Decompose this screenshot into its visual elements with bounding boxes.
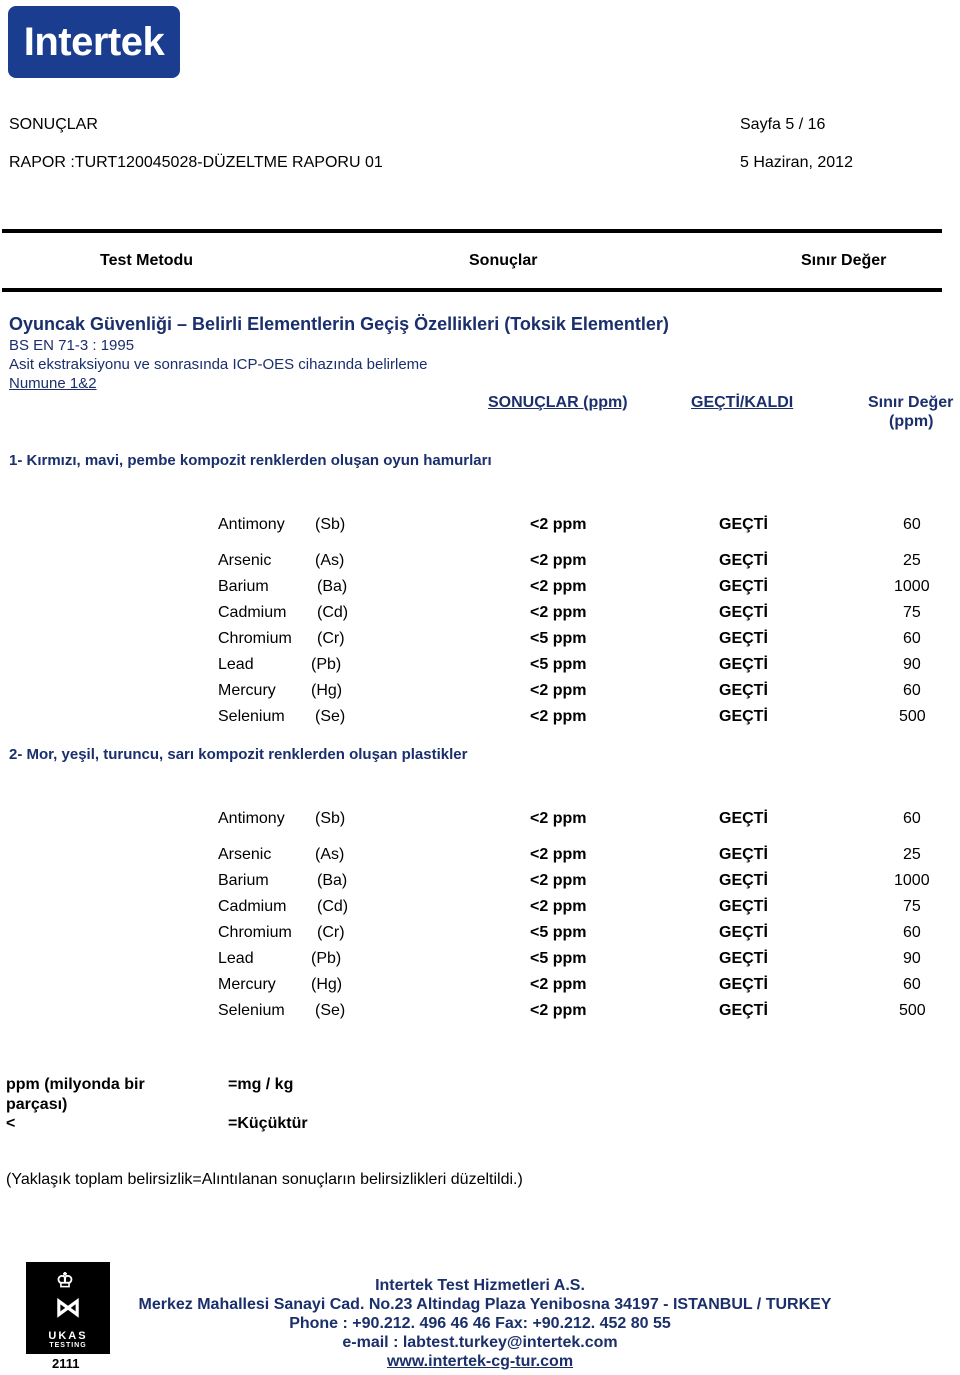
element-name: Mercury bbox=[218, 682, 276, 699]
element-symbol: (Cd) bbox=[317, 604, 349, 621]
ukas-sub: TESTING bbox=[49, 1342, 87, 1349]
column-limit: Sınır Değer bbox=[801, 252, 887, 269]
status-value: GEÇTİ bbox=[719, 846, 768, 863]
section-title: 1- Kırmızı, mavi, pembe kompozit renklerden oluşan oyun hamurları bbox=[9, 452, 492, 469]
limit-value: 90 bbox=[903, 950, 921, 967]
page-number: Sayfa 5 / 16 bbox=[740, 116, 826, 133]
limit-value: 60 bbox=[903, 810, 921, 827]
legend-ppm-term: ppm (milyonda bir bbox=[6, 1076, 145, 1093]
element-symbol: (Sb) bbox=[315, 810, 346, 827]
result-value: <5 ppm bbox=[530, 924, 587, 941]
element-name: Cadmium bbox=[218, 604, 287, 621]
header-title: SONUÇLAR bbox=[9, 116, 98, 133]
element-name: Antimony bbox=[218, 516, 285, 533]
footer-address: Merkez Mahallesi Sanayi Cad. No.23 Altindag Plaza Yenibosna 34197 - ISTANBUL / TURKEY bbox=[138, 1296, 832, 1313]
element-symbol: (Cd) bbox=[317, 898, 349, 915]
element-name: Lead bbox=[218, 950, 254, 967]
limit-value: 1000 bbox=[894, 872, 930, 889]
test-standard: BS EN 71-3 : 1995 bbox=[9, 337, 135, 354]
result-value: <2 ppm bbox=[530, 516, 587, 533]
result-value: <5 ppm bbox=[530, 630, 587, 647]
footer-company: Intertek Test Hizmetleri A.S. bbox=[375, 1277, 585, 1294]
section-title: 2- Mor, yeşil, turuncu, sarı kompozit renklerden oluşan plastikler bbox=[9, 746, 468, 763]
limit-header: Sınır Değer bbox=[868, 394, 954, 411]
test-title: Oyuncak Güvenliği – Belirli Elementlerin Geçiş Özellikleri (Toksik Elementler) bbox=[9, 314, 669, 334]
limit-value: 90 bbox=[903, 656, 921, 673]
element-name: Mercury bbox=[218, 976, 276, 993]
limit-value: 75 bbox=[903, 898, 921, 915]
element-symbol: (As) bbox=[315, 552, 345, 569]
status-value: GEÇTİ bbox=[719, 976, 768, 993]
sample-label: Numune 1&2 bbox=[9, 375, 97, 392]
element-name: Chromium bbox=[218, 630, 292, 647]
element-symbol: (Se) bbox=[315, 1002, 346, 1019]
status-value: GEÇTİ bbox=[719, 578, 768, 595]
footer-phone: Phone : +90.212. 496 46 46 Fax: +90.212. 452 80 55 bbox=[289, 1315, 671, 1332]
limit-value: 75 bbox=[903, 604, 921, 621]
element-name: Barium bbox=[218, 872, 269, 889]
result-value: <5 ppm bbox=[530, 656, 587, 673]
element-symbol: (Ba) bbox=[317, 578, 348, 595]
result-value: <2 ppm bbox=[530, 1002, 587, 1019]
results-header: SONUÇLAR (ppm) bbox=[488, 394, 628, 411]
limit-value: 500 bbox=[899, 708, 926, 725]
element-name: Selenium bbox=[218, 708, 285, 725]
limit-value: 60 bbox=[903, 924, 921, 941]
uncertainty-note: (Yaklaşık toplam belirsizlik=Alıntılanan sonuçların belirsizlikleri düzeltildi.) bbox=[6, 1171, 523, 1188]
limit-value: 500 bbox=[899, 1002, 926, 1019]
limit-value: 25 bbox=[903, 846, 921, 863]
result-value: <2 ppm bbox=[530, 604, 587, 621]
limit-value: 60 bbox=[903, 976, 921, 993]
result-value: <2 ppm bbox=[530, 578, 587, 595]
limit-header-unit: (ppm) bbox=[889, 413, 934, 430]
result-value: <2 ppm bbox=[530, 872, 587, 889]
status-value: GEÇTİ bbox=[719, 898, 768, 915]
status-value: GEÇTİ bbox=[719, 950, 768, 967]
ukas-number: 2111 bbox=[52, 1356, 80, 1371]
status-value: GEÇTİ bbox=[719, 552, 768, 569]
element-symbol: (Hg) bbox=[311, 682, 343, 699]
status-value: GEÇTİ bbox=[719, 604, 768, 621]
limit-value: 25 bbox=[903, 552, 921, 569]
status-value: GEÇTİ bbox=[719, 682, 768, 699]
result-value: <5 ppm bbox=[530, 950, 587, 967]
element-name: Lead bbox=[218, 656, 254, 673]
element-symbol: (Pb) bbox=[311, 950, 342, 967]
crown-icon: ♔ bbox=[56, 1270, 74, 1292]
footer-website-link[interactable]: www.intertek-cg-tur.com bbox=[386, 1353, 574, 1370]
status-value: GEÇTİ bbox=[719, 630, 768, 647]
limit-value: 1000 bbox=[894, 578, 930, 595]
limit-value: 60 bbox=[903, 630, 921, 647]
legend-lt-term: < bbox=[6, 1115, 16, 1132]
element-name: Arsenic bbox=[218, 552, 272, 569]
result-value: <2 ppm bbox=[530, 708, 587, 725]
report-number: RAPOR :TURT120045028-DÜZELTME RAPORU 01 bbox=[9, 154, 383, 171]
limit-value: 60 bbox=[903, 516, 921, 533]
legend-ppm-def: =mg / kg bbox=[228, 1076, 294, 1093]
report-date: 5 Haziran, 2012 bbox=[740, 154, 853, 171]
element-symbol: (Ba) bbox=[317, 872, 348, 889]
status-value: GEÇTİ bbox=[719, 656, 768, 673]
passfail-header: GEÇTİ/KALDI bbox=[691, 394, 794, 411]
status-value: GEÇTİ bbox=[719, 708, 768, 725]
element-name: Chromium bbox=[218, 924, 292, 941]
element-symbol: (Pb) bbox=[311, 656, 342, 673]
limit-value: 60 bbox=[903, 682, 921, 699]
legend-lt-def: =Küçüktür bbox=[228, 1115, 308, 1132]
test-method: Asit ekstraksiyonu ve sonrasında ICP-OES cihazında belirleme bbox=[9, 356, 428, 373]
column-method: Test Metodu bbox=[100, 252, 194, 269]
divider-columns bbox=[2, 288, 942, 292]
element-name: Barium bbox=[218, 578, 269, 595]
result-value: <2 ppm bbox=[530, 976, 587, 993]
ukas-label: UKAS bbox=[48, 1330, 88, 1342]
element-symbol: (Cr) bbox=[317, 924, 345, 941]
result-value: <2 ppm bbox=[530, 810, 587, 827]
element-symbol: (As) bbox=[315, 846, 345, 863]
result-value: <2 ppm bbox=[530, 552, 587, 569]
intertek-logo: Intertek bbox=[8, 6, 180, 78]
element-name: Antimony bbox=[218, 810, 285, 827]
result-value: <2 ppm bbox=[530, 682, 587, 699]
status-value: GEÇTİ bbox=[719, 924, 768, 941]
element-name: Arsenic bbox=[218, 846, 272, 863]
element-name: Selenium bbox=[218, 1002, 285, 1019]
status-value: GEÇTİ bbox=[719, 516, 768, 533]
element-symbol: (Sb) bbox=[315, 516, 346, 533]
element-symbol: (Cr) bbox=[317, 630, 345, 647]
footer-email: e-mail : labtest.turkey@intertek.com bbox=[342, 1334, 618, 1351]
result-value: <2 ppm bbox=[530, 846, 587, 863]
element-symbol: (Hg) bbox=[311, 976, 343, 993]
result-value: <2 ppm bbox=[530, 898, 587, 915]
status-value: GEÇTİ bbox=[719, 872, 768, 889]
element-name: Cadmium bbox=[218, 898, 287, 915]
column-results: Sonuçlar bbox=[469, 252, 538, 269]
ukas-mark-icon: ⋈ bbox=[55, 1292, 81, 1322]
element-symbol: (Se) bbox=[315, 708, 346, 725]
divider-top bbox=[2, 229, 942, 233]
legend-ppm-term-cont: parçası) bbox=[6, 1096, 68, 1113]
status-value: GEÇTİ bbox=[719, 1002, 768, 1019]
status-value: GEÇTİ bbox=[719, 810, 768, 827]
